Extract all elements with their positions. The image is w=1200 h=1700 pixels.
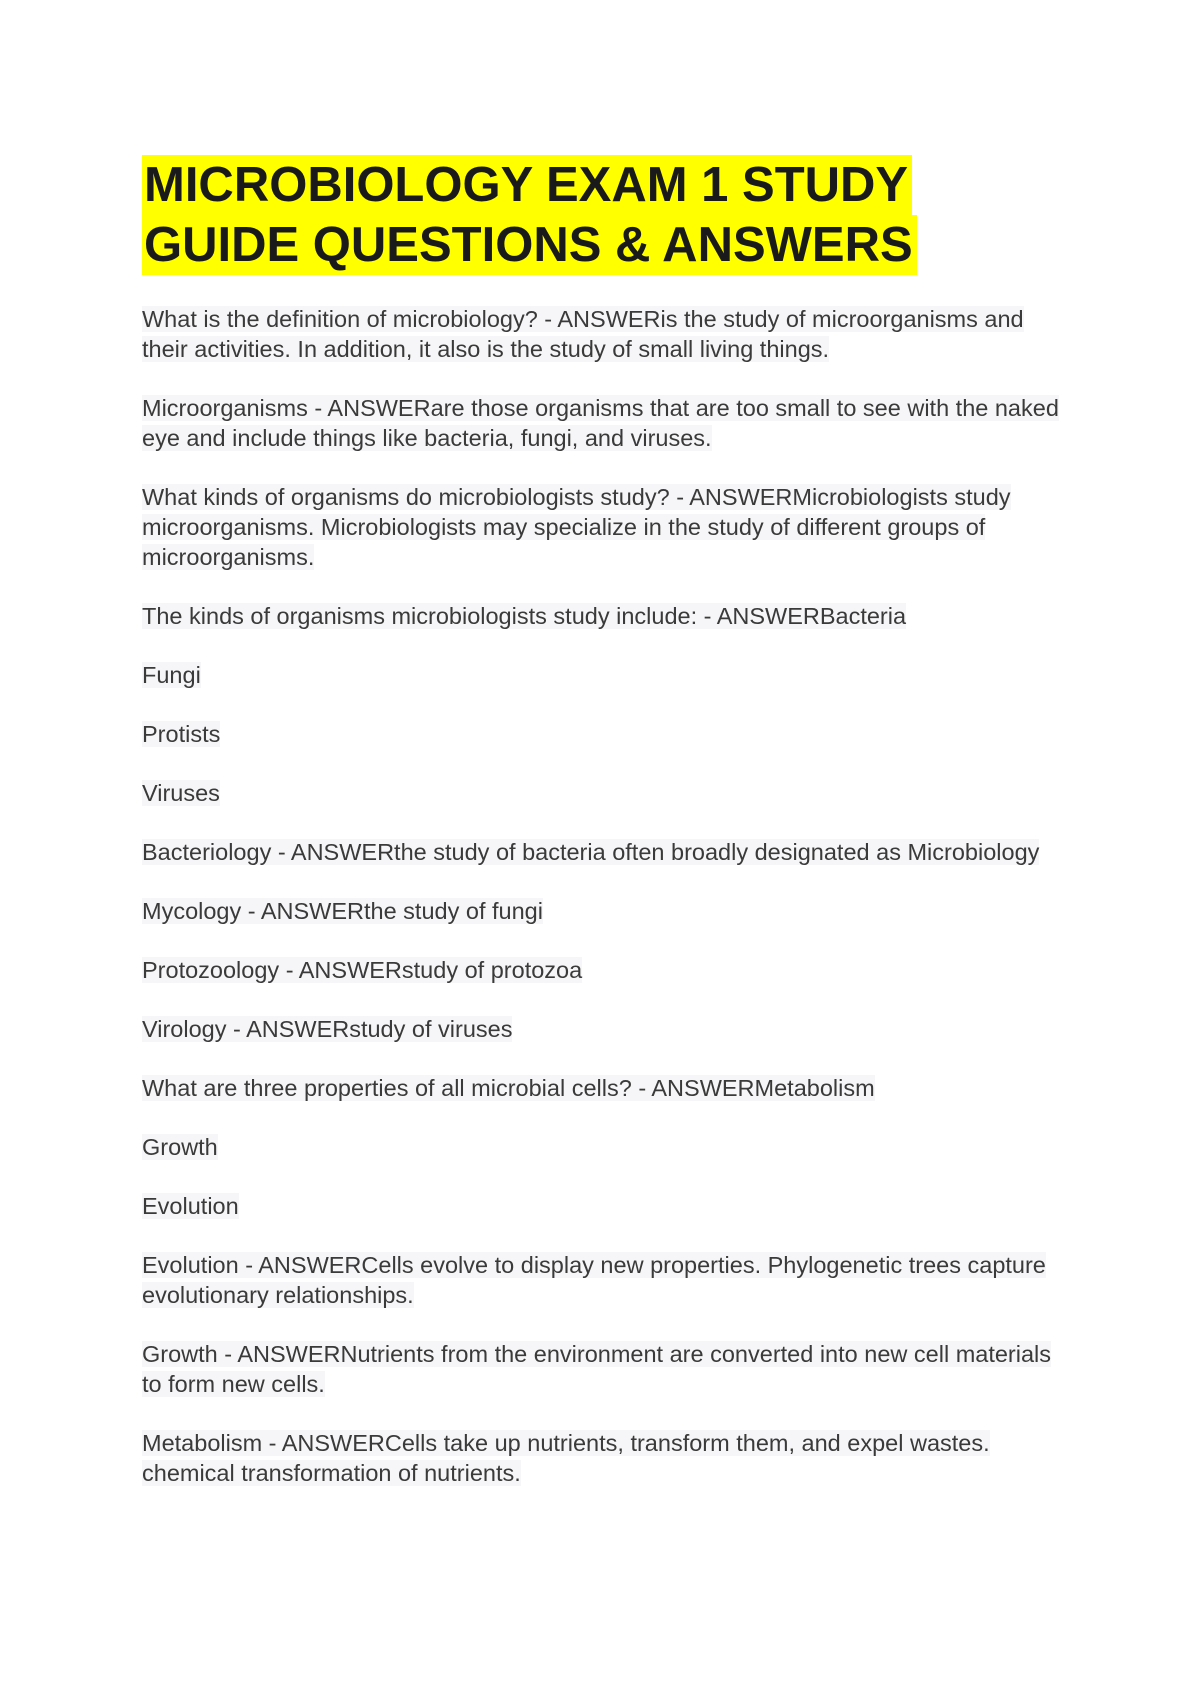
paragraph [142,1250,1062,1310]
paragraph-text: Evolution [142,1193,239,1219]
paragraph-text: Evolution - ANSWERCells evolve to display new properties. Phylogenetic trees capture evolutionary relationships. [142,1252,1046,1308]
document-body [142,304,1062,1517]
paragraph [142,955,1062,985]
paragraph [142,896,1062,926]
document-title [142,155,942,275]
paragraph-text: Growth [142,1134,218,1160]
paragraph [142,482,1062,572]
paragraph-text: Mycology - ANSWERthe study of fungi [142,898,543,924]
paragraph [142,1339,1062,1399]
paragraph [142,778,1062,808]
paragraph [142,1191,1062,1221]
paragraph [142,393,1062,453]
paragraph-text: What kinds of organisms do microbiologists study? - ANSWERMicrobiologists study microorganisms. Microbiologists may specialize in the study of different groups of microorganisms. [142,484,1011,570]
paragraph [142,601,1062,631]
paragraph-text: What is the definition of microbiology? - ANSWERis the study of microorganisms and their activities. In addition, it also is the study of small living things. [142,306,1024,362]
paragraph [142,660,1062,690]
paragraph [142,1132,1062,1162]
paragraph-text: Growth - ANSWERNutrients from the environment are converted into new cell materials to form new cells. [142,1341,1052,1397]
paragraph [142,1073,1062,1103]
title-line-2: GUIDE QUESTIONS & ANSWERS [142,215,917,275]
paragraph-text: Metabolism - ANSWERCells take up nutrients, transform them, and expel wastes. chemical transformation of nutrients. [142,1430,990,1486]
paragraph-text: What are three properties of all microbial cells? - ANSWERMetabolism [142,1075,875,1101]
paragraph [142,1428,1062,1488]
paragraph-text: Protists [142,721,221,747]
paragraph [142,1014,1062,1044]
paragraph [142,837,1062,867]
paragraph-text: Virology - ANSWERstudy of viruses [142,1016,513,1042]
paragraph-text: Protozoology - ANSWERstudy of protozoa [142,957,583,983]
paragraph [142,304,1062,364]
paragraph-text: Bacteriology - ANSWERthe study of bacteria often broadly designated as Microbiology [142,839,1040,865]
paragraph-text: Fungi [142,662,201,688]
paragraph-text: Viruses [142,780,220,806]
paragraph-text: Microorganisms - ANSWERare those organisms that are too small to see with the naked eye and include things like bacteria, fungi, and viruses. [142,395,1059,451]
paragraph-text: The kinds of organisms microbiologists study include: - ANSWERBacteria [142,603,907,629]
title-line-1: MICROBIOLOGY EXAM 1 STUDY [142,155,912,215]
paragraph [142,719,1062,749]
